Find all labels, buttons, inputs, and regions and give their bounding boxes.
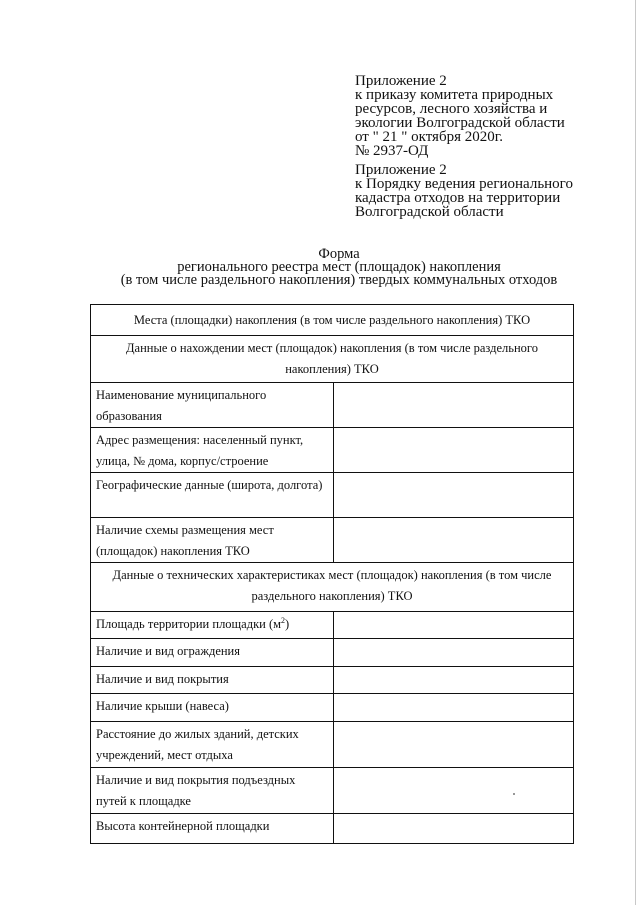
appendix-line: Приложение 2 — [355, 73, 447, 89]
section-header-technical: Данные о технических характеристиках мест (площадок) накопления (в том числе раздельного накопления) ТКО — [91, 563, 574, 612]
appendix-order-reference — [355, 74, 625, 158]
field-area[interactable] — [334, 612, 574, 639]
appendix-line: кадастра отходов на территории — [355, 190, 561, 206]
row-label-access-roads: Наличие и вид покрытия подъездных путей к площадке — [91, 768, 334, 814]
appendix-line: № 2937-ОД — [355, 143, 429, 159]
section-header-location: Данные о нахождении мест (площадок) накопления (в том числе раздельного накопления) ТКО — [91, 336, 574, 383]
row-label-area — [91, 612, 334, 639]
form-title-line: регионального реестра мест (площадок) накопления — [177, 259, 501, 275]
appendix-line: Приложение 2 — [355, 162, 447, 178]
appendix-line: к Порядку ведения регионального — [355, 176, 573, 192]
row-label-coordinates: Географические данные (широта, долгота) — [91, 473, 334, 518]
field-address[interactable] — [334, 428, 574, 473]
row-label-distance: Расстояние до жилых зданий, детских учреждений, мест отдыха — [91, 722, 334, 768]
appendix-line: к приказу комитета природных — [355, 87, 554, 103]
row-label-surface: Наличие и вид покрытия — [91, 667, 334, 694]
form-title-line: (в том числе раздельного накопления) твердых коммунальных отходов — [120, 272, 558, 288]
row-label-roof: Наличие крыши (навеса) — [91, 694, 334, 722]
row-label-municipality: Наименование муниципального образования — [91, 383, 334, 428]
field-access-roads[interactable] — [334, 768, 574, 814]
field-platform-height[interactable] — [334, 814, 574, 844]
area-label-text: Площадь территории площадки (м — [96, 617, 282, 631]
appendix-line: ресурсов, лесного хозяйства и — [355, 101, 548, 117]
field-fencing[interactable] — [334, 639, 574, 667]
row-label-fencing: Наличие и вид ограждения — [91, 639, 334, 667]
field-coordinates[interactable] — [334, 473, 574, 518]
field-roof[interactable] — [334, 694, 574, 722]
row-label-platform-height: Высота контейнерной площадки — [91, 814, 334, 844]
appendix-line: от " 21 " октября 2020г. — [355, 129, 503, 145]
appendix-line: Волгоградской области — [355, 204, 504, 220]
field-distance[interactable] — [334, 722, 574, 768]
form-title — [88, 248, 590, 287]
field-surface[interactable] — [334, 667, 574, 694]
field-municipality[interactable] — [334, 383, 574, 428]
row-label-address: Адрес размещения: населенный пункт, улица, № дома, корпус/строение — [91, 428, 334, 473]
field-layout-scheme[interactable] — [334, 518, 574, 563]
scan-speck — [513, 793, 515, 795]
form-title-line: Форма — [318, 246, 360, 262]
table-header: Места (площадки) накопления (в том числе раздельного накопления) ТКО — [91, 305, 574, 336]
scan-edge-line — [635, 0, 636, 905]
registry-form-table — [90, 304, 574, 844]
row-label-layout-scheme: Наличие схемы размещения мест (площадок) накопления ТКО — [91, 518, 334, 563]
appendix-procedure-reference — [355, 163, 625, 219]
appendix-line: экологии Волгоградской области — [355, 115, 565, 131]
area-label-close: ) — [285, 617, 290, 631]
area-unit-superscript: 2 — [281, 615, 286, 625]
